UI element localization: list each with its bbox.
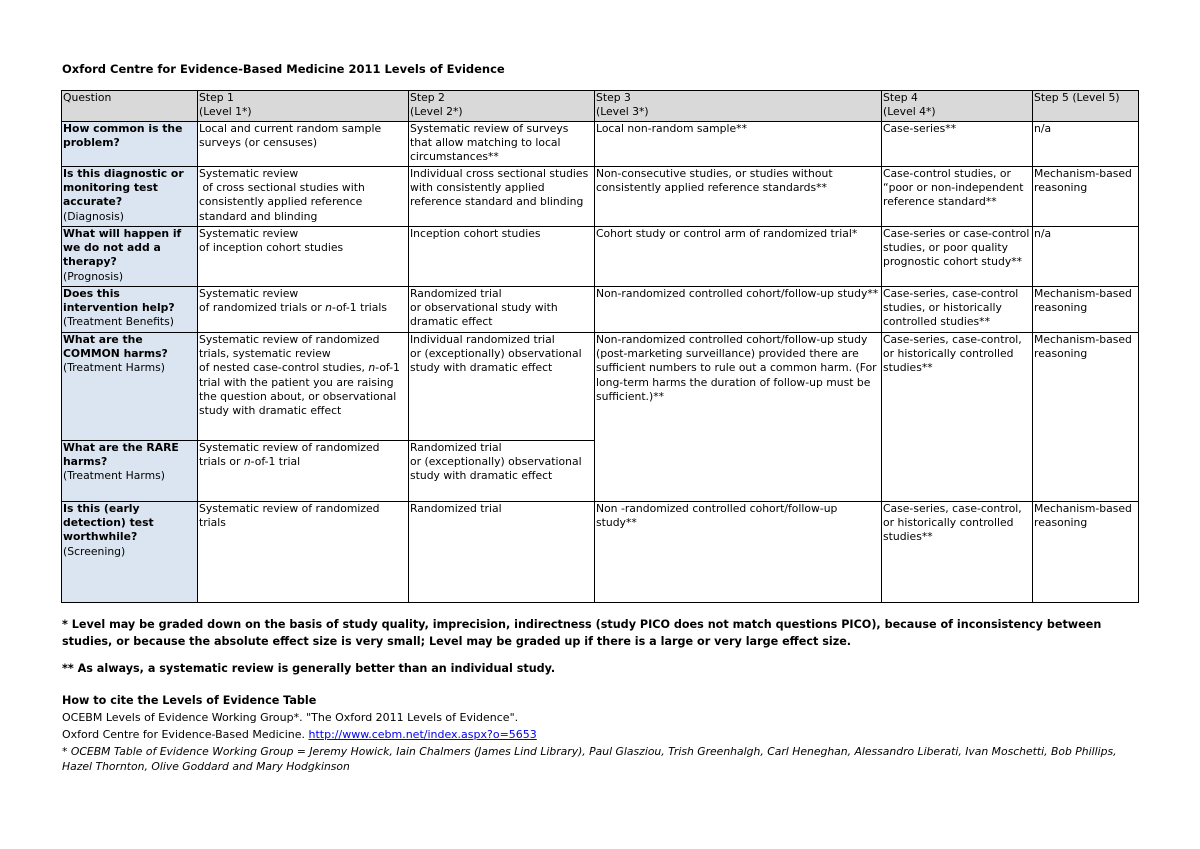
citation-authors: * OCEBM Table of Evidence Working Group = Jeremy Howick, Iain Chalmers (James Lind Library), Paul Glasziou, Trish Greenhalgh, Carl Heneghan, Alessandro Liberati, Ivan Moschetti, Bob Phillips, Hazel Thornton, Olive Goddard and Mary Hodgkinson bbox=[62, 745, 1117, 773]
document-title: Oxford Centre for Evidence-Based Medicine 2011 Levels of Evidence bbox=[62, 62, 505, 76]
step-4-cell: Case-series, case-control, or historically controlled studies** bbox=[882, 333, 1033, 502]
levels-of-evidence-table bbox=[61, 90, 1139, 603]
step-2-cell: Randomized trial or observational study with dramatic effect bbox=[409, 287, 595, 333]
step-1-cell: Systematic review of randomized trials bbox=[198, 502, 409, 603]
step-2-cell: Individual cross sectional studies with consistently applied reference standard and blinding bbox=[409, 167, 595, 227]
step-4-cell: Case-series or case-control studies, or poor quality prognostic cohort study** bbox=[882, 227, 1033, 287]
question-cell: Is this (early detection) test worthwhile? (Screening) bbox=[62, 502, 198, 603]
header-step-2: Step 2 (Level 2*) bbox=[409, 91, 595, 122]
header-question: Question bbox=[62, 91, 198, 122]
header-step-5: Step 5 (Level 5) bbox=[1033, 91, 1139, 122]
footnote-grading: * Level may be graded down on the basis of study quality, imprecision, indirectness (study PICO does not match questions PICO), because of inconsistency between studies, or because the absolute effect size is very small; Level may be graded up if there is a large or very large effect size. bbox=[62, 618, 1102, 648]
question-cell: How common is the problem? bbox=[62, 122, 198, 167]
header-step-1: Step 1 (Level 1*) bbox=[198, 91, 409, 122]
question-cell: What are the COMMON harms? (Treatment Harms) bbox=[62, 333, 198, 441]
table-row-screening bbox=[62, 502, 1139, 603]
step-3-cell: Non -randomized controlled cohort/follow-up study** bbox=[595, 502, 882, 603]
step-3-cell: Non-randomized controlled cohort/follow-up study** bbox=[595, 287, 882, 333]
table-row-prognosis bbox=[62, 227, 1139, 287]
step-1-cell: Local and current random sample surveys (or censuses) bbox=[198, 122, 409, 167]
step-4-cell: Case-series, case-control studies, or historically controlled studies** bbox=[882, 287, 1033, 333]
table-row-diagnosis bbox=[62, 167, 1139, 227]
citation-heading: How to cite the Levels of Evidence Table bbox=[62, 694, 317, 707]
step-3-cell: Non-consecutive studies, or studies without consistently applied reference standards** bbox=[595, 167, 882, 227]
step-1-cell: Systematic review of randomized trials or n-of-1 trials bbox=[198, 287, 409, 333]
step-2-cell: Inception cohort studies bbox=[409, 227, 595, 287]
table-row-treatment-benefits bbox=[62, 287, 1139, 333]
step-5-cell: Mechanism-based reasoning bbox=[1033, 167, 1139, 227]
question-cell: Does this intervention help? (Treatment Benefits) bbox=[62, 287, 198, 333]
step-2-cell: Randomized trial bbox=[409, 502, 595, 603]
step-5-cell: Mechanism-based reasoning bbox=[1033, 333, 1139, 502]
table-row-common-harms bbox=[62, 333, 1139, 441]
step-2-cell: Systematic review of surveys that allow matching to local circumstances** bbox=[409, 122, 595, 167]
citation-url-link[interactable]: http://www.cebm.net/index.aspx?o=5653 bbox=[308, 728, 537, 741]
step-4-cell: Case-series, case-control, or historically controlled studies** bbox=[882, 502, 1033, 603]
step-5-cell: Mechanism-based reasoning bbox=[1033, 287, 1139, 333]
step-2-cell: Randomized trial or (exceptionally) observational study with dramatic effect bbox=[409, 441, 595, 502]
step-3-cell: Cohort study or control arm of randomized trial* bbox=[595, 227, 882, 287]
question-cell: What will happen if we do not add a therapy? (Prognosis) bbox=[62, 227, 198, 287]
footnote-systematic-review: ** As always, a systematic review is generally better than an individual study. bbox=[62, 662, 556, 675]
step-3-cell: Local non-random sample** bbox=[595, 122, 882, 167]
step-4-cell: Case-control studies, or “poor or non-independent reference standard** bbox=[882, 167, 1033, 227]
step-1-cell: Systematic review of randomized trials or n-of-1 trial bbox=[198, 441, 409, 502]
question-cell: What are the RARE harms? (Treatment Harms) bbox=[62, 441, 198, 502]
citation-source-line bbox=[62, 728, 537, 741]
citation-line: OCEBM Levels of Evidence Working Group*. "The Oxford 2011 Levels of Evidence". bbox=[62, 711, 519, 724]
header-step-3: Step 3 (Level 3*) bbox=[595, 91, 882, 122]
step-1-cell: Systematic review of randomized trials, systematic review of nested case-control studies, n-of-1 trial with the patient you are raising the question about, or observational study with dramatic effect bbox=[198, 333, 409, 441]
step-2-cell: Individual randomized trial or (exceptionally) observational study with dramatic effect bbox=[409, 333, 595, 441]
step-5-cell: Mechanism-based reasoning bbox=[1033, 502, 1139, 603]
step-3-cell: Non-randomized controlled cohort/follow-up study (post-marketing surveillance) provided there are sufficient numbers to rule out a common harm. (For long-term harms the duration of follow-up must be sufficient.)** bbox=[595, 333, 882, 502]
question-cell: Is this diagnostic or monitoring test accurate? (Diagnosis) bbox=[62, 167, 198, 227]
table-row-prevalence bbox=[62, 122, 1139, 167]
step-5-cell: n/a bbox=[1033, 227, 1139, 287]
table-header-row bbox=[62, 91, 1139, 122]
citation-source-text: Oxford Centre for Evidence-Based Medicine. bbox=[62, 728, 309, 741]
step-5-cell: n/a bbox=[1033, 122, 1139, 167]
step-1-cell: Systematic review of cross sectional studies with consistently applied reference standard and blinding bbox=[198, 167, 409, 227]
step-1-cell: Systematic review of inception cohort studies bbox=[198, 227, 409, 287]
header-step-4: Step 4 (Level 4*) bbox=[882, 91, 1033, 122]
step-4-cell: Case-series** bbox=[882, 122, 1033, 167]
